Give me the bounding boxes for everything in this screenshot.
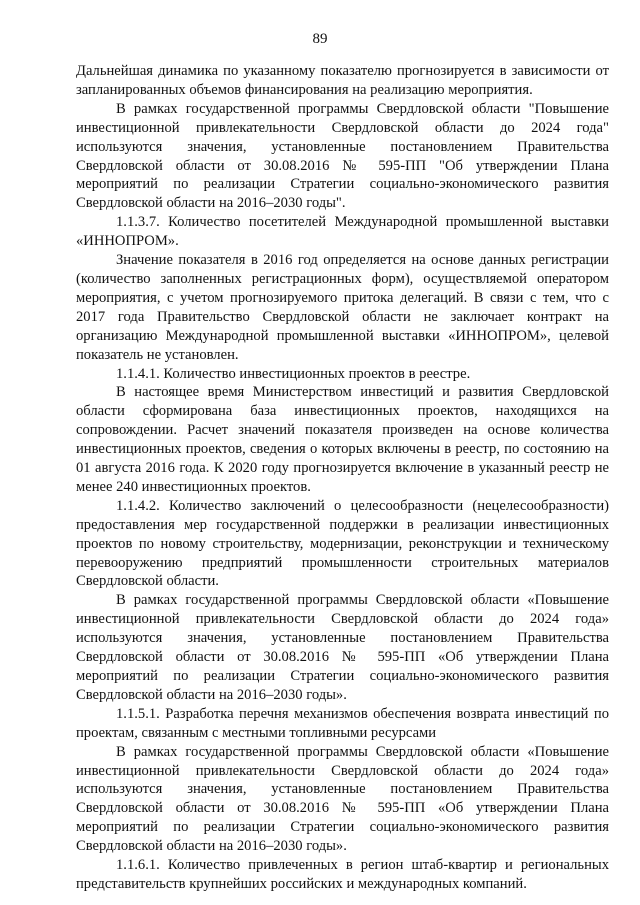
paragraph: В рамках государственной программы Свердловской области «Повышение инвестиционной привлекательности Свердловской области до 2024 года» используются значения, установленные постановлением Правительства Свердловской области от 30.08.2016 № 595-ПП «Об утверждении Плана мероприятий по реализации Стратегии социально-экономического развития Свердловской области на 2016–2030 годы». — [76, 592, 609, 703]
paragraph: 1.1.4.1. Количество инвестиционных проектов в реестре. — [116, 365, 471, 382]
paragraph: 1.1.6.1. Количество привлеченных в регион штаб-квартир и региональных представительств крупнейших российских и международных компаний. — [76, 857, 609, 892]
paragraph: В рамках государственной программы Свердловской области "Повышение инвестиционной привлекательности Свердловской области до 2024 года" используются значения, установленные постановлением Правительства Свердловской области от 30.08.2016 № 595-ПП "Об утверждении Плана мероприятий по реализации Стратегии социально-экономического развития Свердловской области на 2016–2030 годы". — [76, 100, 609, 212]
page-number: 89 — [312, 31, 328, 47]
paragraph: 1.1.4.2. Количество заключений о целесообразности (нецелесообразности) предоставления мер государственной поддержки в реализации инвестиционных проектов по новому строительству, модернизации, реконструкции и техническому перевооружению предприятий промышленности строительных материалов Свердловской области. — [76, 497, 609, 590]
paragraph: Значение показателя в 2016 год определяется на основе данных регистрации (количество заполненных регистрационных форм), осуществляемой оператором мероприятия, с учетом прогнозируемого притока делегаций. В связи с тем, что с 2017 года Правительство Свердловской области не заключает контракт на организацию Международной промышленной выставки «ИННОПРОМ», целевой показатель не установлен. — [76, 252, 609, 363]
paragraph: Дальнейшая динамика по указанному показателю прогнозируется в зависимости от запланированных объемов финансирования на реализацию мероприятия. — [76, 63, 609, 98]
page-body — [76, 62, 609, 894]
paragraph: 1.1.5.1. Разработка перечня механизмов обеспечения возврата инвестиций по проектам, связанным с местными топливными ресурсами — [76, 705, 609, 741]
paragraph: В рамках государственной программы Свердловской области «Повышение инвестиционной привлекательности Свердловской области до 2024 года» используются значения, установленные постановлением Правительства Свердловской области от 30.08.2016 № 595-ПП «Об утверждении Плана мероприятий по реализации Стратегии социально-экономического развития Свердловской области на 2016–2030 годы». — [76, 743, 609, 855]
paragraph: 1.1.3.7. Количество посетителей Международной промышленной выставки «ИННОПРОМ». — [76, 214, 609, 250]
paragraph: В настоящее время Министерством инвестиций и развития Свердловской области сформирована база инвестиционных проектов, находящихся на сопровождении. Расчет значений показателя произведен на основе количества инвестиционных проектов, сведения о которых включены в реестр, по состоянию на 01 августа 2016 года. К 2020 году прогнозируется включение в указанный реестр не менее 240 инвестиционных проектов. — [76, 384, 609, 495]
